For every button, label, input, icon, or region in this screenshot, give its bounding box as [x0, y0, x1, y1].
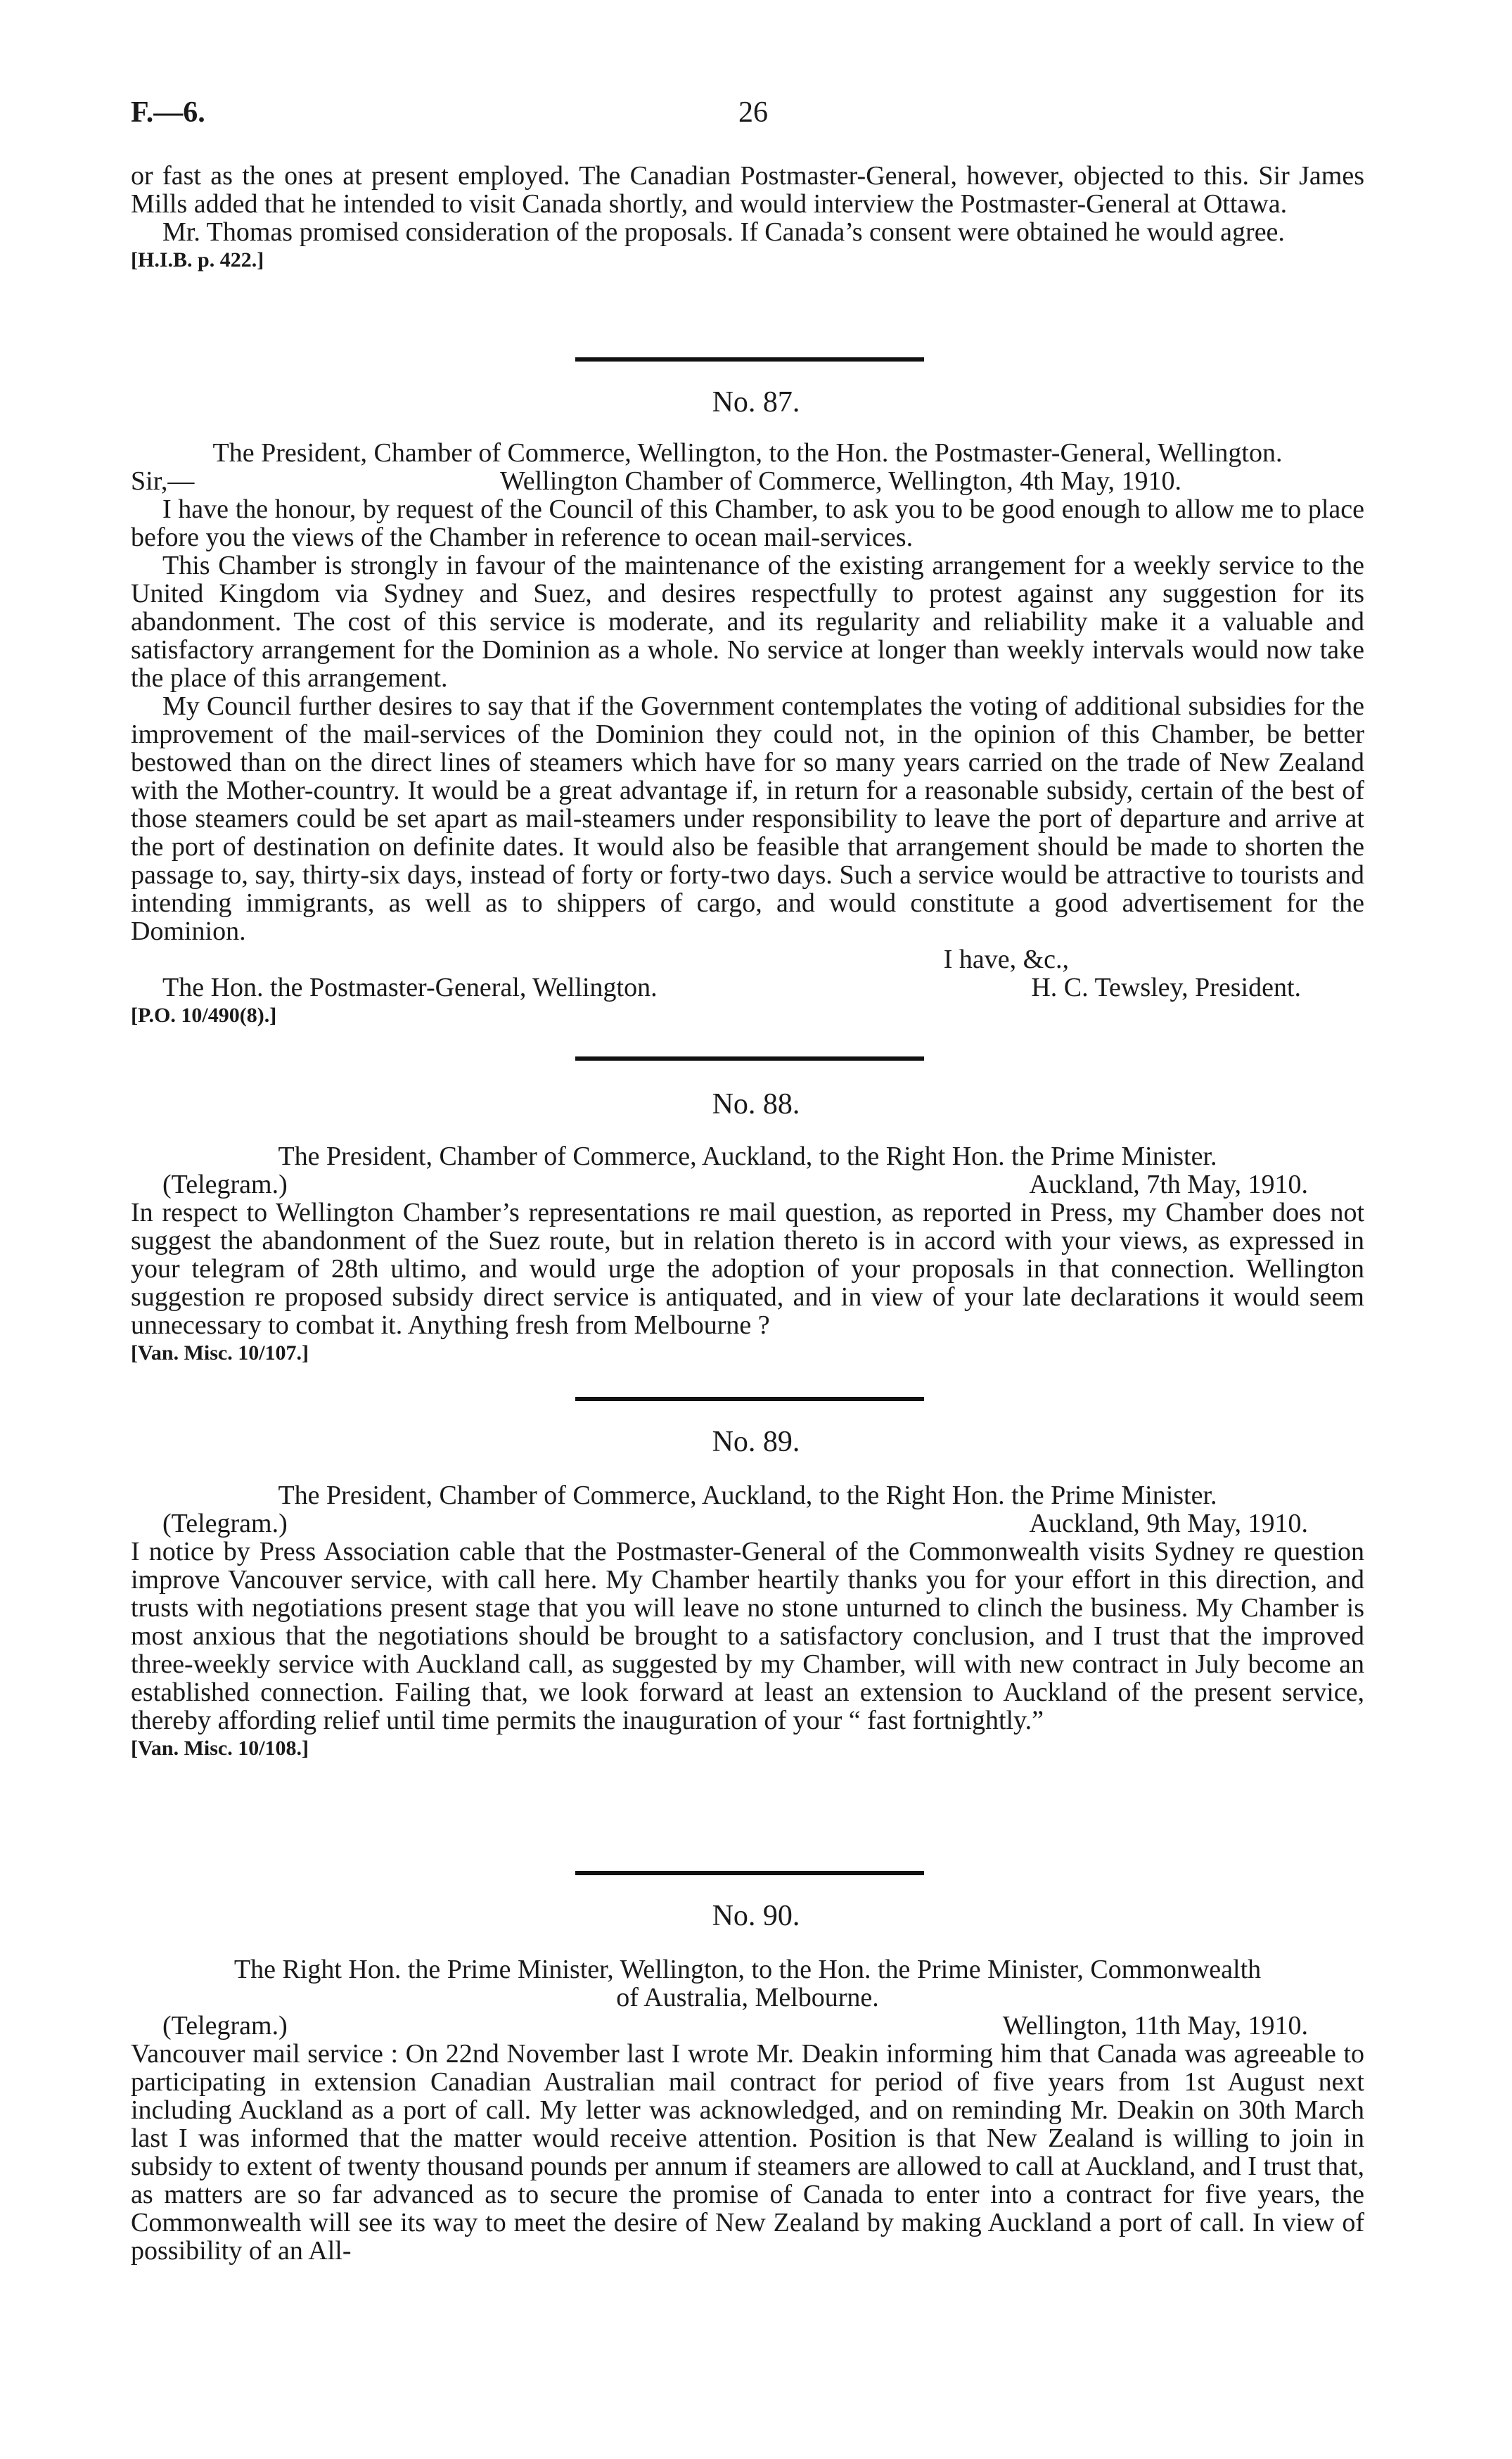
telegram-89-type: (Telegram.)	[162, 1509, 288, 1538]
telegram-90-body: Vancouver mail service : On 22nd November last I wrote Mr. Deakin informing him that Canada was agreeable to participating in extension Canadian Australian mail contract for period of five years from 1st August next including Auckland as a port of call. My letter was acknowledged, and on reminding Mr. Deakin on 30th March last I was informed that the matter would receive attention. Position is that New Zealand is willing to join in subsidy to extent of twenty thousand pounds per annum if steamers are allowed to call at Auckland, and I trust that, as matters are so far advanced as to secure the promise of Canada to enter into a contract for five years, the Commonwealth will see its way to meet the desire of New Zealand by making Auckland a port of call. In view of possibility of an All-	[131, 2039, 1364, 2266]
section-divider	[575, 1871, 924, 1875]
section-number-88: No. 88.	[712, 1088, 800, 1120]
telegram-88	[131, 1142, 1364, 1367]
intro-paragraph-2: Mr. Thomas promised consideration of the proposals. If Canada’s consent were obtained he would agree.	[162, 217, 1285, 247]
section-divider	[575, 1056, 924, 1061]
letter-87-paragraph-2: This Chamber is strongly in favour of the maintenance of the existing arrangement for a weekly service to the United Kingdom via Sydney and Suez, and desires respectfully to protest against any suggestion for its abandonment. The cost of this service is moderate, and its regularity and reliability make it a valuable and satisfactory arrangement for the Dominion as a whole. No service at longer than weekly intervals would now take the place of this arrangement.	[131, 551, 1364, 693]
letter-87-salutation: Sir,—	[131, 466, 195, 496]
letter-87-closing: I have, &c.,	[943, 945, 1069, 974]
telegram-89	[131, 1481, 1364, 1763]
telegram-89-header-line	[131, 1509, 1364, 1538]
letter-87-address: The President, Chamber of Commerce, Wellington, to the Hon. the Postmaster-General, Wellington.	[212, 438, 1283, 468]
section-divider	[575, 357, 924, 362]
intro-section	[131, 162, 1364, 274]
telegram-90-type: (Telegram.)	[162, 2011, 288, 2040]
letter-87-reference: [P.O. 10/490(8).]	[131, 1004, 277, 1027]
telegram-89-location-date: Auckland, 9th May, 1910.	[1029, 1509, 1308, 1538]
section-number-90: No. 90.	[712, 1900, 800, 1932]
telegram-89-reference: [Van. Misc. 10/108.]	[131, 1737, 309, 1760]
letter-87-paragraph-3: My Council further desires to say that if the Government contemplates the voting of additional subsidies for the improvement of the mail-services of the Dominion they could not, in the opinion of this Chamber, be better bestowed than on the direct lines of steamers which have for so many years carried on the trade of New Zealand with the Mother-country. It would be a great advantage if, in return for a reasonable subsidy, certain of the best of those steamers could be set apart as mail-steamers under responsibility to leave the port of departure and arrive at the port of destination on definite dates. It would also be feasible that arrangement should be made to shorten the passage to, say, thirty-six days, instead of forty or forty-two days. Such a service would be attractive to tourists and intending immigrants, as well as to shippers of cargo, and would constitute a good advertisement for the Dominion.	[131, 691, 1364, 946]
telegram-88-reference: [Van. Misc. 10/107.]	[131, 1341, 309, 1365]
letter-87-location-date: Wellington Chamber of Commerce, Wellington, 4th May, 1910.	[499, 466, 1181, 496]
letter-87-recipient: The Hon. the Postmaster-General, Wellington.	[162, 973, 658, 1002]
telegram-90-location-date: Wellington, 11th May, 1910.	[1002, 2011, 1308, 2040]
telegram-89-body: I notice by Press Association cable that the Postmaster-General of the Commonwealth visits Sydney re question improve Vancouver service, with call here. My Chamber heartily thanks you for your effort in this direction, and trusts with negotiations present stage that you will leave no stone unturned to clinch the business. My Chamber is most anxious that the negotiations should be brought to a satisfactory conclusion, and I trust that the improved three-weekly service with Auckland call, as suggested by my Chamber, will with new contract in July become an established connection. Failing that, we look forward at least an extension to Auckland of the present service, thereby affording relief until time permits the inauguration of your “ fast fortnightly.”	[131, 1537, 1364, 1735]
telegram-88-body: In respect to Wellington Chamber’s representations re mail question, as reported in Press, my Chamber does not suggest the abandonment of the Suez route, but in relation thereto is in accord with your views, as expressed in your telegram of 28th ultimo, and would urge the adoption of your proposals in that connection. Wellington suggestion re proposed subsidy direct service is antiquated, and in view of your late declarations it would seem unnecessary to combat it. Anything fresh from Melbourne ?	[131, 1198, 1364, 1340]
telegram-90-header-line	[131, 2012, 1364, 2040]
telegram-90	[131, 1955, 1364, 2265]
section-number-89: No. 89.	[712, 1426, 800, 1458]
telegram-90-address-line-1: The Right Hon. the Prime Minister, Wellington, to the Hon. the Prime Minister, Commonwealth	[233, 1955, 1262, 1984]
telegram-88-address: The President, Chamber of Commerce, Auckland, to the Right Hon. the Prime Minister.	[278, 1142, 1217, 1171]
page-number: 26	[738, 96, 768, 129]
intro-paragraph-1: or fast as the ones at present employed. The Canadian Postmaster-General, however, objected to this. Sir James Mills added that he intended to visit Canada shortly, and would interview the Postmaster-General at Ottawa.	[131, 161, 1364, 219]
letter-87	[131, 439, 1364, 1030]
telegram-88-header-line	[131, 1170, 1364, 1199]
telegram-88-type: (Telegram.)	[162, 1170, 288, 1199]
letter-87-signature: H. C. Tewsley, President.	[1031, 973, 1301, 1002]
telegram-89-address: The President, Chamber of Commerce, Auckland, to the Right Hon. the Prime Minister.	[278, 1481, 1217, 1510]
section-divider	[575, 1397, 924, 1401]
section-code: F.—6.	[131, 96, 205, 129]
intro-reference: [H.I.B. p. 422.]	[131, 248, 264, 272]
letter-87-header-line	[131, 467, 1364, 495]
telegram-90-address-line-2: of Australia, Melbourne.	[616, 1983, 879, 2012]
telegram-88-location-date: Auckland, 7th May, 1910.	[1029, 1170, 1308, 1199]
section-number-87: No. 87.	[712, 386, 800, 419]
letter-87-paragraph-1: I have the honour, by request of the Council of this Chamber, to ask you to be good enough to allow me to place before you the views of the Chamber in reference to ocean mail-services.	[131, 494, 1364, 552]
letter-87-signature-line	[131, 973, 1364, 1002]
